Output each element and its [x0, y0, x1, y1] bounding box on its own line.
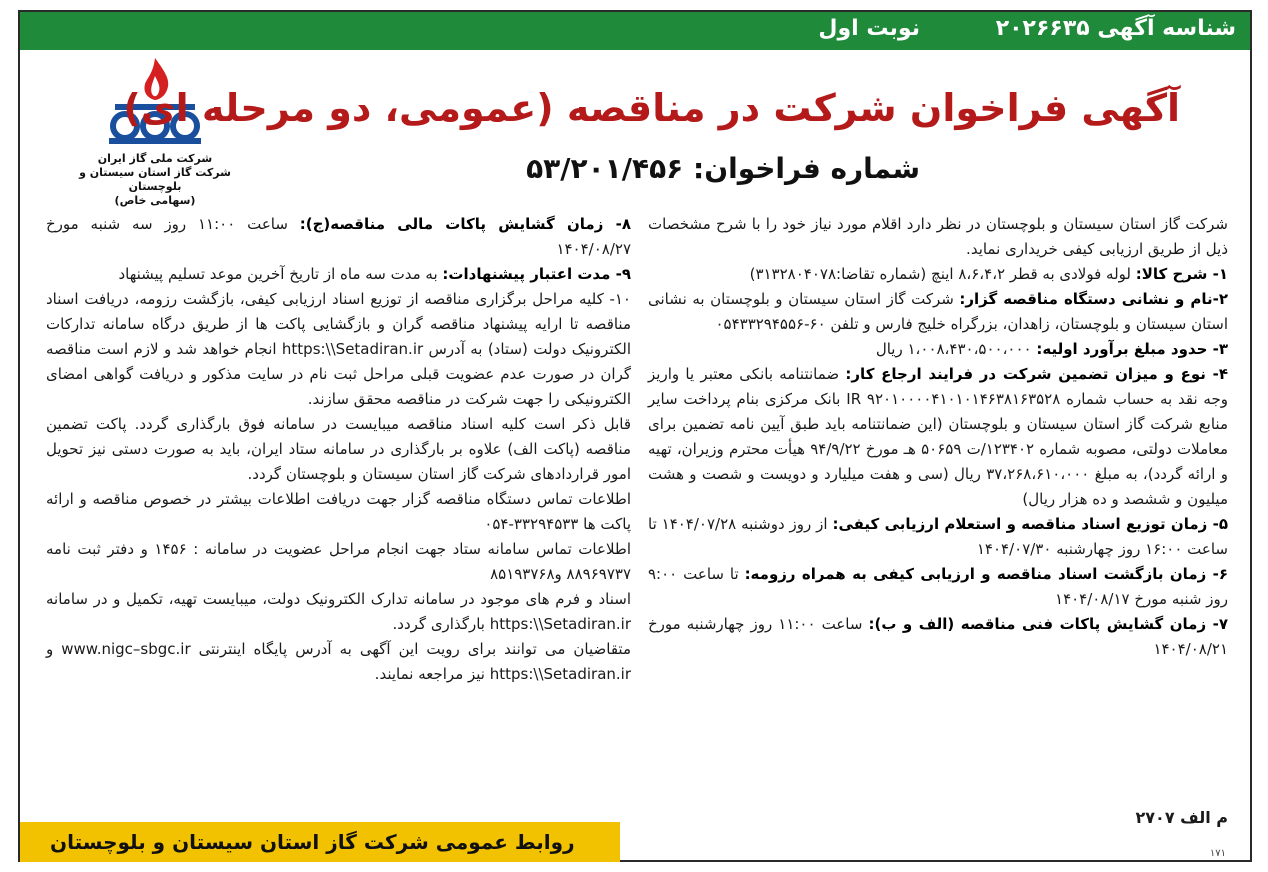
upload-note: قابل ذکر است کلیه اسناد مناقصه میبایست در سامانه فوق بارگذاری گردد. پاکت تضمین مناقصه (پاکت الف) علاوه بر بارگذاری در سامانه ستاد ایران، باید به صورت دستی نیز تحویل امور قراردادهای شرکت گاز استان سیستان و بلوچستان گردد. — [46, 415, 631, 483]
advertisement-frame — [18, 10, 1252, 862]
left-column — [46, 212, 631, 687]
call-number: شماره فراخوان: ۵۳/۲۰۱/۴۵۶ — [526, 152, 920, 185]
setad-contact: اطلاعات تماس سامانه ستاد جهت انجام مراحل عضویت در سامانه : ۱۴۵۶ و دفتر ثبت نامه ۸۸۹۶۹۷۳۷ و۸۵۱۹۳۷۶۸ — [46, 540, 631, 583]
item-6-text: تا ساعت ۹:۰۰ روز شنبه مورخ ۱۴۰۴/۰۸/۱۷ — [648, 565, 1228, 608]
item-3-text: ۱،۰۰۸،۴۳۰،۵۰۰،۰۰۰ ریال — [875, 340, 1037, 358]
item-3 — [648, 337, 1228, 362]
item-6 — [648, 562, 1228, 612]
logo-line-1: شرکت ملی گاز ایران — [97, 152, 213, 165]
item-4 — [648, 362, 1228, 512]
ad-id: شناسه آگهی ۲۰۲۶۶۳۵ — [995, 16, 1236, 41]
footer-text: روابط عمومی شرکت گاز استان سیستان و بلوچستان — [50, 830, 575, 854]
item-7-text: ساعت ۱۱:۰۰ روز چهارشنبه مورخ ۱۴۰۴/۰۸/۲۱ — [648, 615, 1228, 658]
logo-line-3: (سهامی خاص) — [114, 194, 196, 207]
contact-info: اطلاعات تماس دستگاه مناقصه گزار جهت دریافت اطلاعات بیشتر در خصوص مناقصه و ارائه پاکت ها ۳۳۲۹۴۵۳۳-۰۵۴ — [46, 490, 631, 533]
item-1-text: لوله فولادی به قطر ۸،۶،۴،۲ اینچ (شماره تقاضا:۳۱۳۲۸۰۴۰۷۸) — [749, 265, 1136, 283]
right-column — [648, 212, 1228, 662]
website-note: متقاضیان می توانند برای رویت این آگهی به آدرس پایگاه اینترنتی www.nigc–sbgc.ir و https:\\Setadiran.ir نیز مراجعه نمایند. — [46, 640, 631, 683]
item-1 — [648, 262, 1228, 287]
item-8 — [46, 212, 631, 262]
intro-paragraph: شرکت گاز استان سیستان و بلوچستان در نظر دارد اقلام مورد نیاز خود را با شرح مشخصات ذیل از طریق ارزیابی کیفی خریداری نماید. — [648, 215, 1228, 258]
item-9 — [46, 262, 631, 287]
footer-strip — [20, 822, 620, 862]
page-number: ۱۷۱ — [1209, 848, 1226, 859]
item-4-text: ضمانتنامه بانکی معتبر یا واریز وجه نقد به حساب شماره IR ۹۲۰۱۰۰۰۰۴۱۰۱۰۱۴۶۳۸۱۶۳۵۲۸ بانک مرکزی بنام پرداخت سایر منابع شرکت گاز استان سیستان و بلوچستان (این ضمانتنامه باید طبق آیین نامه تضمین برای معاملات دولتی، مصوبه شماره ۱۲۳۴۰۲/ت ۵۰۶۵۹ هـ مورخ ۹۴/۹/۲۲ هیأت محترم وزیران، تهیه و ارائه گردد)، به مبلغ ۳۷،۲۶۸،۶۱۰،۰۰۰ ریال (سی و هفت میلیارد و دویست و شصت و هشت میلیون و ششصد و ده هزار ریال) — [648, 365, 1229, 508]
item-5-text: از روز دوشنبه ۱۴۰۴/۰۷/۲۸ تا ساعت ۱۶:۰۰ روز چهارشنبه ۱۴۰۴/۰۷/۳۰ — [648, 515, 1228, 558]
item-10: ۱۰- کلیه مراحل برگزاری مناقصه از توزیع اسناد ارزیابی کیفی، بازگشت رزومه، دریافت اسناد مناقصه تا ارایه پیشنهاد مناقصه گران و بازگشایی پاکت ها از طریق درگاه سامانه تدارکات الکترونیک دولت (ستاد) به آدرس https:\\Setadiran.ir انجام خواهد شد و لازم است مناقصه گران در صورت عدم عضویت قبلی مراحل ثبت نام در سایت مذکور و دریافت گواهی امضای الکترونیکی را جهت شرکت در مناقصه محقق سازند. — [46, 290, 631, 408]
item-1-heading: ۱- شرح کالا: — [1135, 265, 1228, 283]
reference-code: م الف ۲۷۰۷ — [1135, 808, 1228, 827]
forms-note: اسناد و فرم های موجود در سامانه تدارک الکترونیک دولت، میبایست تهیه، تکمیل و در سامانه https:\\Setadiran.ir بارگذاری گردد. — [46, 590, 631, 633]
item-6-heading: ۶- زمان بازگشت اسناد مناقصه و ارزیابی کیفی به همراه رزومه: — [744, 565, 1228, 583]
item-5 — [648, 512, 1228, 562]
ad-headline: آگهی فراخوان شرکت در مناقصه (عمومی، دو مرحله ای) — [123, 86, 1180, 130]
item-4-heading: ۴- نوع و میزان تضمین شرکت در فرایند ارجاع کار: — [845, 365, 1228, 383]
item-7-heading: ۷- زمان گشایش پاکات فنی مناقصه (الف و ب): — [868, 615, 1228, 633]
item-9-heading: ۹- مدت اعتبار پیشنهادات: — [442, 265, 631, 283]
item-8-text: ساعت ۱۱:۰۰ روز سه شنبه مورخ ۱۴۰۴/۰۸/۲۷ — [46, 215, 631, 258]
item-9-text: به مدت سه ماه از تاریخ آخرین موعد تسلیم پیشنهاد — [118, 265, 443, 283]
publication-turn: نوبت اول — [818, 16, 920, 41]
item-2 — [648, 287, 1228, 337]
item-5-heading: ۵- زمان توزیع اسناد مناقصه و استعلام ارزیابی کیفی: — [832, 515, 1228, 533]
header-strip — [20, 12, 1250, 50]
item-3-heading: ۳- حدود مبلغ برآورد اولیه: — [1036, 340, 1228, 358]
item-7 — [648, 612, 1228, 662]
item-2-heading: ۲-نام و نشانی دستگاه مناقصه گزار: — [959, 290, 1229, 308]
logo-line-2: شرکت گاز استان سیستان و بلوچستان — [79, 166, 231, 193]
item-2-text: شرکت گاز استان سیستان و بلوچستان به نشانی استان سیستان و بلوچستان، زاهدان، بزرگراه خلیج فارس و تلفن ۶۰-۰۵۴۳۳۲۹۴۵۵۶ — [648, 290, 1228, 333]
item-8-heading: ۸- زمان گشایش پاکات مالی مناقصه(ج): — [299, 215, 631, 233]
